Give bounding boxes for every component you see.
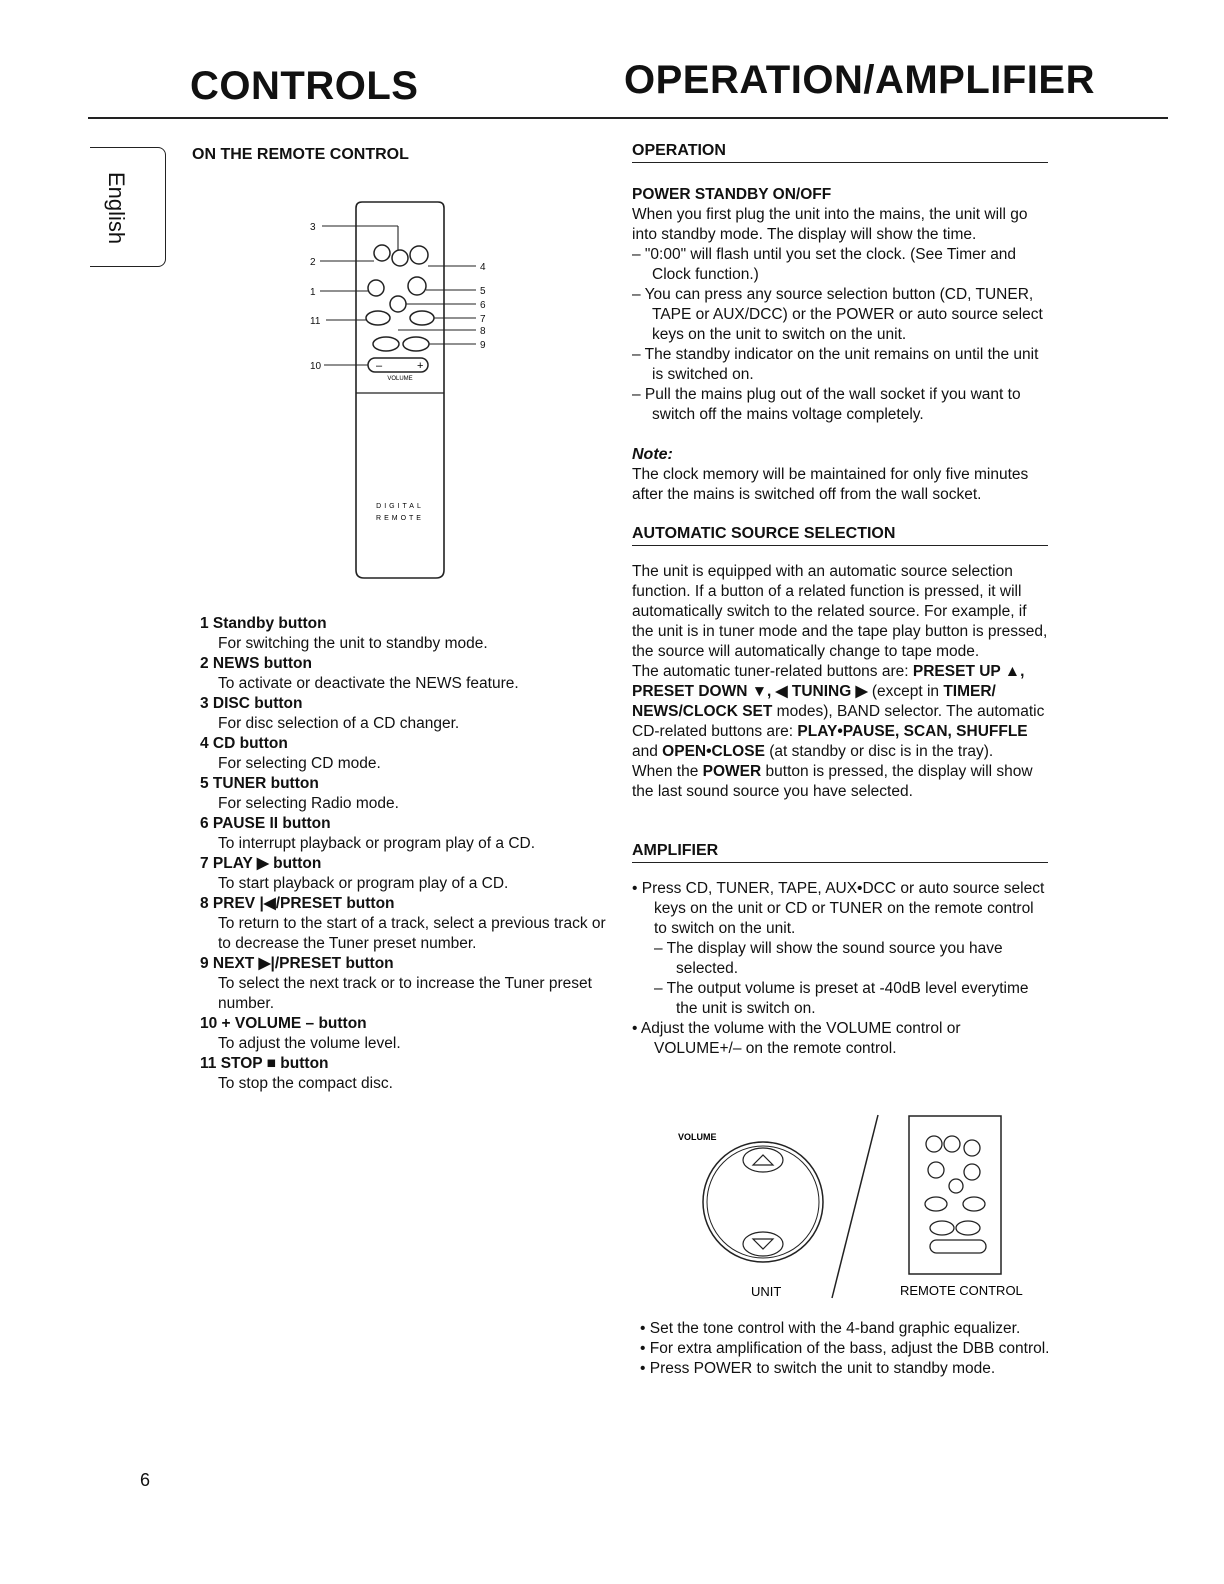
play-button-shape (410, 311, 434, 325)
page-title-controls: CONTROLS (190, 64, 419, 108)
power-standby-intro: When you first plug the unit into the mains, the unit will go into standby mode. The display will show the time. (632, 206, 1028, 243)
amplifier-final-bullets (640, 1319, 1060, 1379)
volume-figure (660, 1110, 1040, 1305)
note-title: Note: (632, 446, 673, 463)
news-button-shape (374, 245, 390, 261)
volume-knob-inner (707, 1146, 819, 1258)
callout-4: 4 (480, 262, 486, 273)
figure-divider-slash (832, 1115, 878, 1298)
figure-unit-label: UNIT (751, 1284, 782, 1299)
power-dash-item: – "0:00" will flash until you set the clock. (See Timer and Clock function.) (632, 246, 1017, 283)
volume-down-button (743, 1232, 783, 1256)
power-standby-title: POWER STANDBY ON/OFF (632, 186, 832, 203)
power-dash-item: – You can press any source selection button (CD, TUNER, TAPE or AUX/DCC) or the POWER or auto source select keys on the unit to switch on the unit. (632, 286, 1043, 343)
amplifier-bullet: • Set the tone control with the 4-band graphic equalizer. (640, 1320, 1021, 1337)
stop-button-shape (366, 311, 390, 325)
next-button-shape (403, 337, 429, 351)
page-title-operation-amplifier: OPERATION/AMPLIFIER (624, 58, 1095, 102)
callout-8: 8 (480, 326, 486, 337)
power-dash-item: – Pull the mains plug out of the wall socket if you want to switch off the mains voltage completely. (632, 386, 1021, 423)
callout-3: 3 (310, 222, 316, 233)
amplifier-heading: AMPLIFIER (632, 842, 1048, 863)
list-item: 10 + VOLUME – button To adjust the volume level. (200, 1015, 401, 1052)
svg-text:–: – (376, 360, 383, 372)
list-item: 3 DISC button For disc selection of a CD changer. (200, 695, 460, 732)
operation-heading: OPERATION (632, 142, 1048, 163)
volume-up-button (743, 1148, 783, 1172)
note-text: The clock memory will be maintained for only five minutes after the mains is switched off from the wall socket. (632, 466, 1029, 503)
remote-inset-frame (909, 1116, 1001, 1274)
amplifier-bullet: • Press POWER to switch the unit to standby mode. (640, 1360, 996, 1377)
list-item: 9 NEXT ▶|/PRESET button To select the next track or to increase the Tuner preset number. (200, 955, 592, 1012)
prev-button-shape (373, 337, 399, 351)
callout-7: 7 (480, 314, 486, 325)
auto-source-p3: When the POWER button is pressed, the display will show the last sound source you have selected. (632, 763, 1033, 800)
pause-button-shape (390, 296, 406, 312)
amplifier-subitem: – The display will show the sound source you have selected. (654, 940, 1003, 977)
figure-volume-label: VOLUME (678, 1132, 717, 1142)
tuner-button-shape (408, 277, 426, 295)
list-item: 8 PREV |◀/PRESET button To return to the start of a track, select a previous track or to decrease the Tuner preset number. (200, 895, 606, 952)
auto-source-p2: The automatic tuner-related buttons are: PRESET UP ▲, PRESET DOWN ▼, ◀ TUNING ▶ (except in TIMER/ NEWS/CLOCK SET modes), BAND selector. The automatic CD-related buttons are: PLAY•PAUSE, SCAN, SHUFFLE and OPEN•CLOSE (at standby or disc is in the tray). (632, 663, 1045, 760)
list-item: 4 CD button For selecting CD mode. (200, 735, 381, 772)
volume-knob-outer (703, 1142, 823, 1262)
remote-button-list (200, 614, 620, 1094)
remote-volume-label: VOLUME (387, 376, 413, 382)
list-item: 7 PLAY ▶ button To start playback or program play of a CD. (200, 855, 509, 892)
remote-control-diagram (300, 198, 510, 583)
list-item: 2 NEWS button To activate or deactivate the NEWS feature. (200, 655, 519, 692)
amplifier-bullet: • For extra amplification of the bass, adjust the DBB control. (640, 1340, 1050, 1357)
auto-source-heading: AUTOMATIC SOURCE SELECTION (632, 525, 1048, 546)
volume-down-icon (753, 1239, 773, 1249)
page-number: 6 (140, 1470, 151, 1490)
list-item: 6 PAUSE II button To interrupt playback or program play of a CD. (200, 815, 536, 852)
callout-2: 2 (310, 257, 316, 268)
callout-11: 11 (310, 316, 321, 327)
callout-1: 1 (310, 287, 316, 298)
header-rule (88, 117, 1168, 119)
list-item: 5 TUNER button For selecting Radio mode. (200, 775, 399, 812)
amplifier-bullet: • Press CD, TUNER, TAPE, AUX•DCC or auto source select keys on the unit or CD or TUNER on the remote control to switch on the unit. (632, 880, 1045, 937)
figure-remote-label: REMOTE CONTROL (900, 1283, 1023, 1298)
list-item: 11 STOP ■ button To stop the compact disc. (200, 1055, 393, 1092)
remote-brand-line2: REMOTE (376, 515, 424, 522)
callout-9: 9 (480, 340, 486, 351)
list-item: 1 Standby button For switching the unit to standby mode. (200, 615, 488, 652)
remote-section-heading: ON THE REMOTE CONTROL (192, 146, 409, 163)
amplifier-bullet: • Adjust the volume with the VOLUME control or VOLUME+/– on the remote control. (632, 1020, 961, 1057)
callout-5: 5 (480, 286, 486, 297)
remote-brand-line1: DIGITAL (376, 503, 424, 510)
amplifier-subitem: – The output volume is preset at -40dB level everytime the unit is switch on. (654, 980, 1029, 1017)
language-tab-label: English (104, 172, 129, 245)
volume-up-icon (753, 1155, 773, 1165)
disc-button-shape (392, 250, 408, 266)
power-dash-item: – The standby indicator on the unit remains on until the unit is switched on. (632, 346, 1039, 383)
remote-inset-buttons (925, 1136, 986, 1253)
svg-text:+: + (417, 360, 424, 372)
callout-10: 10 (310, 361, 322, 372)
cd-button-shape (410, 246, 428, 264)
callout-6: 6 (480, 300, 486, 311)
auto-source-p1: The unit is equipped with an automatic source selection function. If a button of a related function is pressed, it will automatically switch to the related source. For example, if the unit is in tuner mode and the tape play button is pressed, the source will automatically change to tape mode. (632, 563, 1048, 660)
standby-button-shape (368, 280, 384, 296)
